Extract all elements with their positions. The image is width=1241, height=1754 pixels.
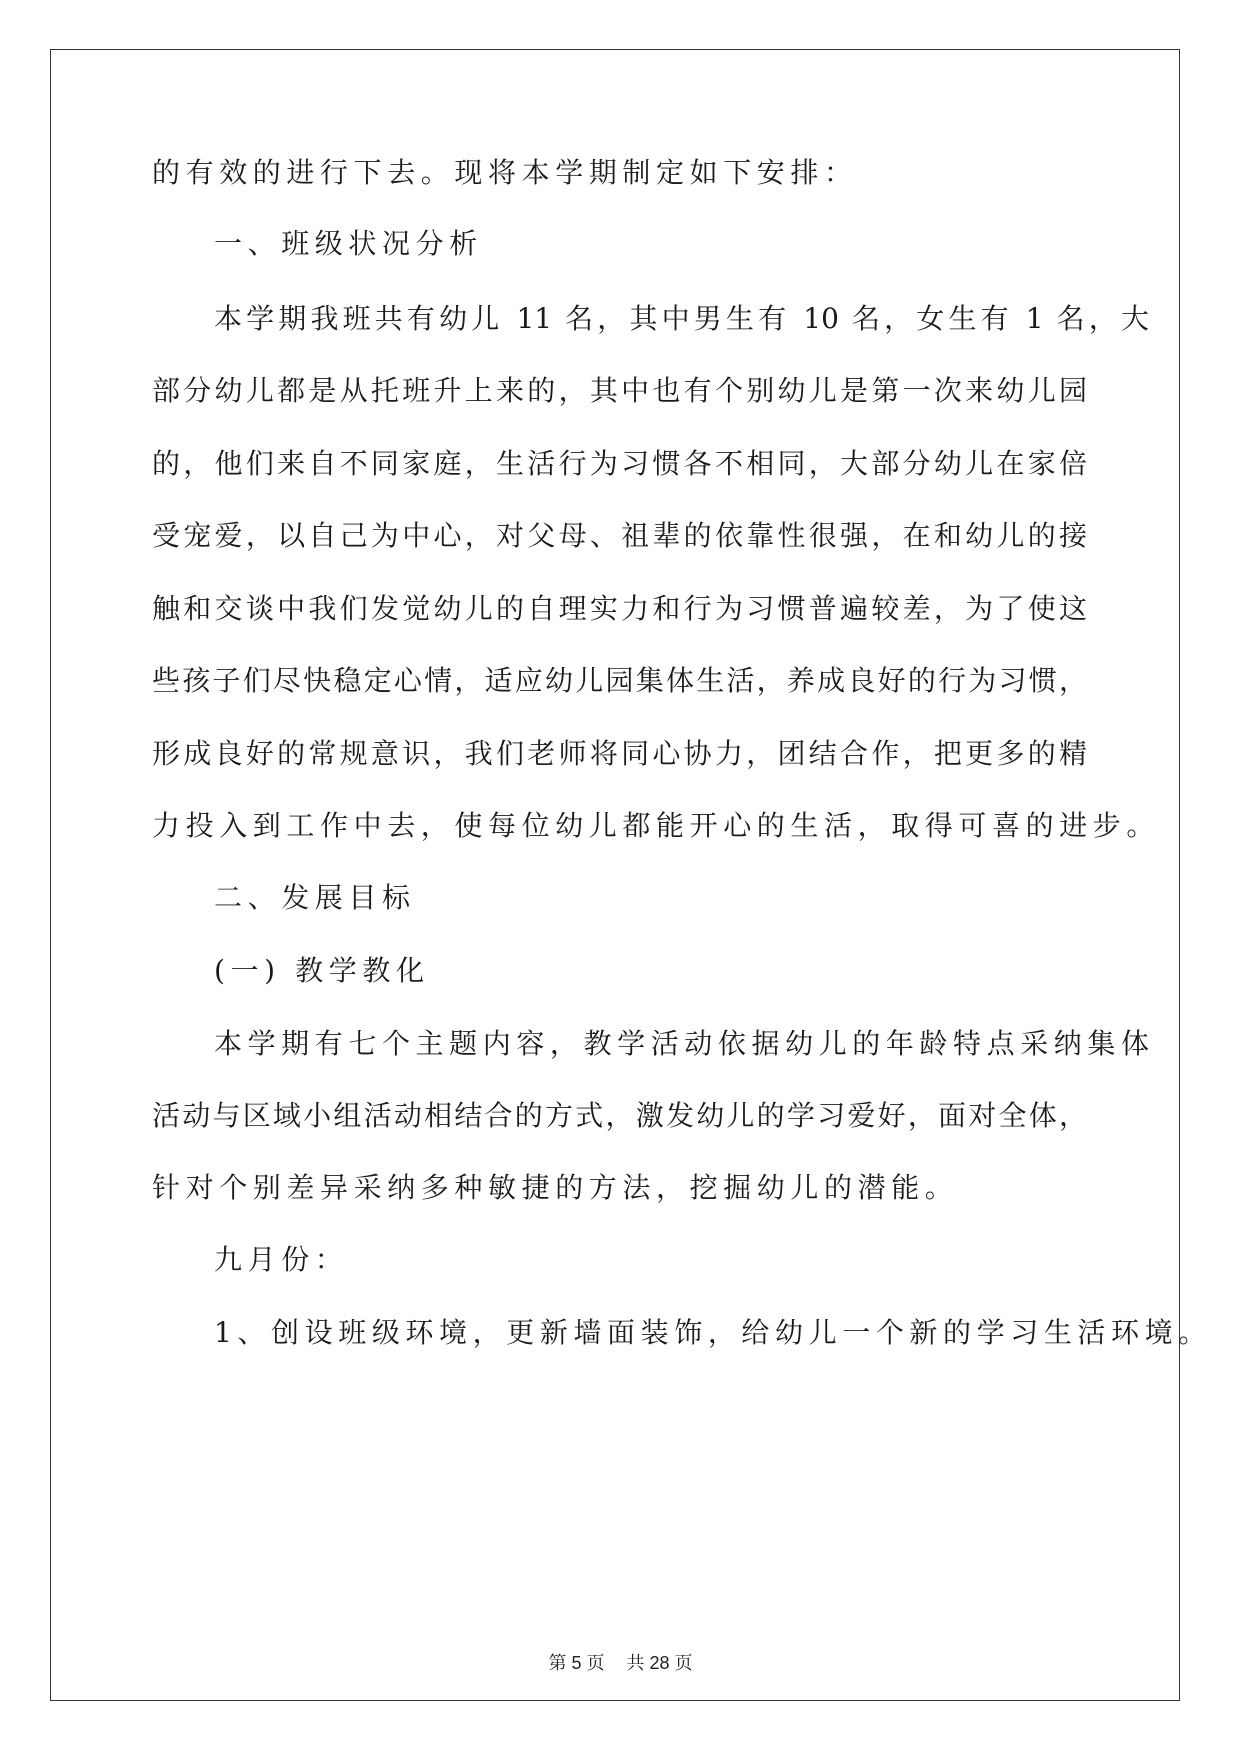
- paragraph-line: 些孩子们尽快稳定心情，适应幼儿园集体生活，养成良好的行为习惯，: [152, 664, 1087, 697]
- paragraph-line: 触和交谈中我们发觉幼儿的自理实力和行为习惯普遍较差，为了使这: [152, 592, 1087, 625]
- section-heading: 一、班级状况分析: [214, 227, 483, 260]
- paragraph-line: 本学期有七个主题内容，教学活动依据幼儿的年龄特点采纳集体: [214, 1027, 1149, 1060]
- paragraph-line: 受宠爱，以自己为中心，对父母、祖辈的依靠性很强，在和幼儿的接: [152, 519, 1087, 552]
- month-heading: 九月份：: [214, 1243, 349, 1276]
- section-heading: 二、发展目标: [214, 881, 416, 914]
- subsection-heading: (一) 教学教化: [214, 954, 430, 987]
- page-number: 第 5 页: [548, 1653, 605, 1673]
- page-footer: [0, 1649, 1241, 1675]
- paragraph-line: 本学期我班共有幼儿 11 名，其中男生有 10 名，女生有 1 名，大: [214, 302, 1149, 335]
- paragraph-line: 的有效的进行下去。现将本学期制定如下安排：: [152, 156, 858, 189]
- paragraph-line: 的，他们来自不同家庭，生活行为习惯各不相同，大部分幼儿在家倍: [152, 447, 1087, 480]
- paragraph-line: 形成良好的常规意识，我们老师将同心协力，团结合作，把更多的精: [152, 737, 1087, 770]
- paragraph-line: 针对个别差异采纳多种敏捷的方法，挖掘幼儿的潜能。: [152, 1171, 959, 1204]
- page-total: 共 28 页: [626, 1653, 693, 1673]
- paragraph-line: 力投入到工作中去，使每位幼儿都能开心的生活，取得可喜的进步。: [152, 809, 1161, 842]
- list-item: 1、创设班级环境，更新墙面装饰，给幼儿一个新的学习生活环境。: [214, 1316, 1212, 1349]
- paragraph-line: 部分幼儿都是从托班升上来的，其中也有个别幼儿是第一次来幼儿园: [152, 374, 1087, 407]
- page-frame: [50, 49, 1180, 1701]
- paragraph-line: 活动与区域小组活动相结合的方式，激发幼儿的学习爱好，面对全体，: [152, 1099, 1087, 1132]
